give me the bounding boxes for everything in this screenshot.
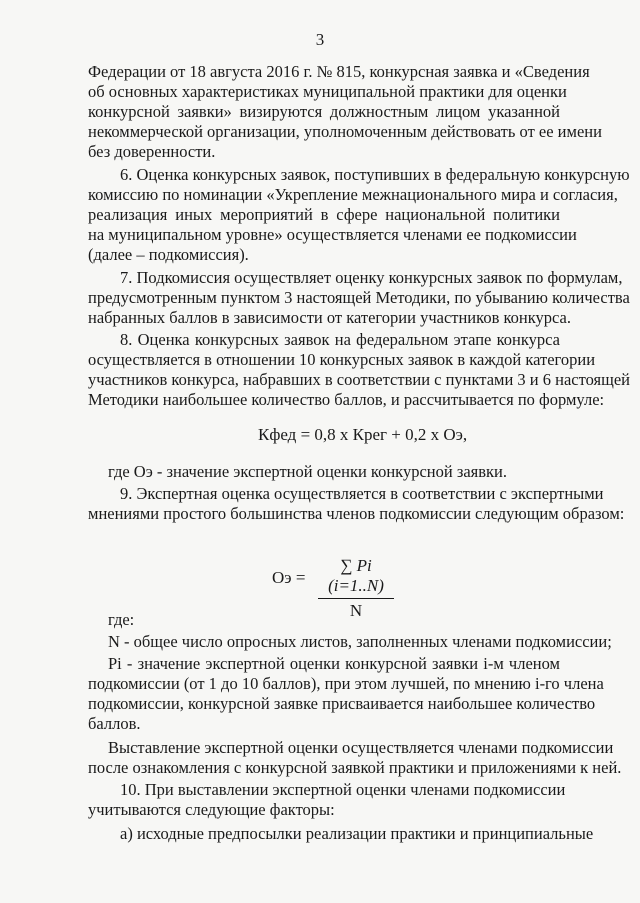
- text-line: подкомиссии, конкурсной заявке присваивается наибольшее количество: [88, 694, 596, 713]
- text-line: где:: [108, 610, 135, 629]
- text-line: а) исходные предпосылки реализации практики и принципиальные: [120, 824, 594, 843]
- text-line: (далее – подкомиссия).: [88, 245, 249, 264]
- text-line: мнениями простого большинства членов подкомиссии следующим образом:: [88, 504, 625, 523]
- text-line: после ознакомления с конкурсной заявкой практики и приложениями к ней.: [88, 758, 622, 777]
- text-line: Методики наибольшее количество баллов, и рассчитывается по формуле:: [88, 390, 605, 409]
- formula-kfed: Кфед = 0,8 х Крег + 0,2 х Оэ,: [258, 425, 468, 444]
- text-line: реализация иных мероприятий в сфере национальной политики: [88, 205, 560, 224]
- text-line: конкурсной заявки» визируются должностным лицом указанной: [88, 102, 560, 121]
- formula-oe-numerator: ∑ Pi (i=1..N): [318, 556, 394, 599]
- text-line: где Оэ - значение экспертной оценки конкурсной заявки.: [108, 462, 508, 481]
- text-line: 9. Экспертная оценка осуществляется в соответствии с экспертными: [120, 484, 604, 503]
- text-line: учитываются следующие факторы:: [88, 800, 335, 819]
- page-number: 3: [315, 30, 325, 49]
- text-line: 7. Подкомиссия осуществляет оценку конкурсных заявок по формулам,: [120, 268, 623, 287]
- formula-oe-denominator: N: [349, 601, 363, 620]
- text-line: 6. Оценка конкурсных заявок, поступивших в федеральную конкурсную: [120, 165, 630, 184]
- text-line: Федерации от 18 августа 2016 г. № 815, конкурсная заявка и «Сведения: [88, 62, 590, 81]
- text-line: 8. Оценка конкурсных заявок на федеральном этапе конкурса: [120, 330, 560, 349]
- text-line: осуществляется в отношении 10 конкурсных заявок в каждой категории: [88, 350, 596, 369]
- text-line: участников конкурса, набравших в соответствии с пунктами 3 и 6 настоящей: [88, 370, 630, 389]
- text-line: некоммерческой организации, уполномоченным действовать от ее имени: [88, 122, 602, 141]
- text-line: предусмотренным пунктом 3 настоящей Методики, по убыванию количества: [88, 288, 630, 307]
- text-line: Pi - значение экспертной оценки конкурсной заявки i-м членом: [108, 654, 560, 673]
- text-line: 10. При выставлении экспертной оценки членами подкомиссии: [120, 780, 566, 799]
- text-line: набранных баллов в зависимости от категории участников конкурса.: [88, 308, 571, 327]
- text-line: комиссию по номинации «Укрепление межнационального мира и согласия,: [88, 185, 618, 204]
- text-line: Выставление экспертной оценки осуществляется членами подкомиссии: [108, 738, 614, 757]
- text-line: баллов.: [88, 714, 141, 733]
- text-line: об основных характеристиках муниципальной практики для оценки: [88, 82, 567, 101]
- text-line: без доверенности.: [88, 142, 216, 161]
- text-line: N - общее число опросных листов, заполненных членами подкомиссии;: [108, 632, 612, 651]
- formula-oe-lhs: Оэ =: [272, 568, 306, 587]
- text-line: подкомиссии (от 1 до 10 баллов), при этом лучшей, по мнению i-го члена: [88, 674, 604, 693]
- text-line: на муниципальном уровне» осуществляется членами ее подкомиссии: [88, 225, 577, 244]
